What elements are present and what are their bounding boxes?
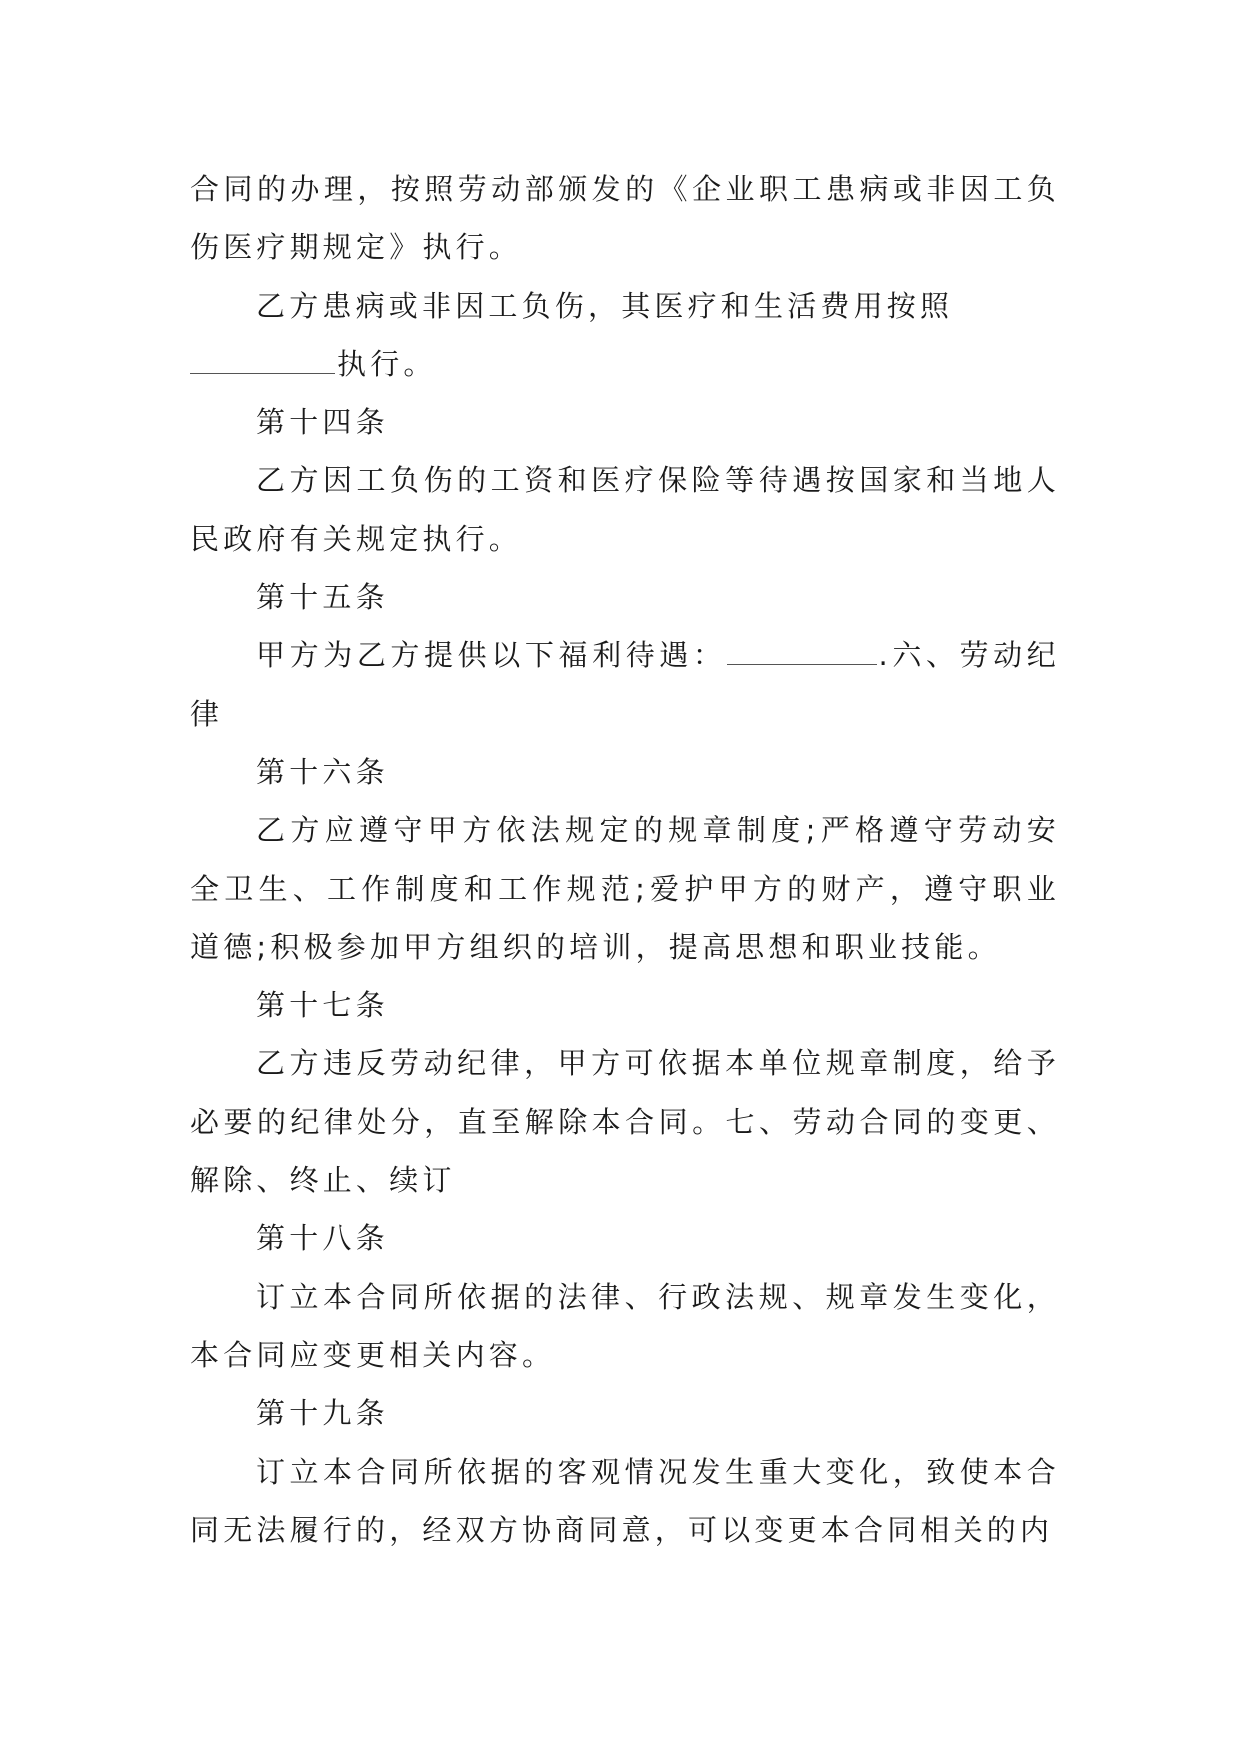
paragraph-medical-period: 合同的办理，按照劳动部颁发的《企业职工患病或非因工负伤医疗期规定》执行。 bbox=[190, 172, 1060, 265]
paragraph-law-change: 订立本合同所依据的法律、行政法规、规章发生变化，本合同应变更相关内容。 bbox=[190, 1279, 1060, 1372]
paragraph-discipline-violation: 乙方违反劳动纪律，甲方可依据本单位规章制度，给予必要的纪律处分，直至解除本合同。七、劳动合同的变更、解除、终止、续订 bbox=[190, 1046, 1060, 1198]
article-heading-15: 第十五条 bbox=[256, 580, 389, 615]
paragraph-circumstance-change: 订立本合同所依据的客观情况发生重大变化，致使本合同无法履行的，经双方协商同意，可以变更本合同相关的内 bbox=[190, 1454, 1060, 1547]
paragraph-welfare-tail: .六、劳动纪律 bbox=[190, 638, 1060, 731]
paragraph-illness-costs-tail: 执行。 bbox=[337, 346, 437, 381]
article-heading-18: 第十八条 bbox=[256, 1221, 389, 1256]
article-heading-14: 第十四条 bbox=[256, 405, 389, 440]
article-heading-16: 第十六条 bbox=[256, 754, 389, 789]
paragraph-welfare-text: 甲方为乙方提供以下福利待遇： bbox=[256, 638, 727, 673]
fill-in-blank-welfare bbox=[727, 640, 877, 665]
paragraph-illness-costs bbox=[190, 277, 1060, 394]
fill-in-blank-costs bbox=[190, 349, 335, 374]
paragraph-illness-costs-text: 乙方患病或非因工负伤，其医疗和生活费用按照 bbox=[256, 288, 954, 323]
document-body bbox=[190, 160, 1060, 1559]
paragraph-welfare bbox=[190, 626, 1060, 743]
paragraph-rules-compliance: 乙方应遵守甲方依法规定的规章制度;严格遵守劳动安全卫生、工作制度和工作规范;爱护甲方的财产，遵守职业道德;积极参加甲方组织的培训，提高思想和职业技能。 bbox=[190, 813, 1060, 964]
paragraph-work-injury: 乙方因工负伤的工资和医疗保险等待遇按国家和当地人民政府有关规定执行。 bbox=[190, 463, 1060, 556]
article-heading-19: 第十九条 bbox=[256, 1396, 389, 1431]
article-heading-17: 第十七条 bbox=[256, 988, 389, 1023]
